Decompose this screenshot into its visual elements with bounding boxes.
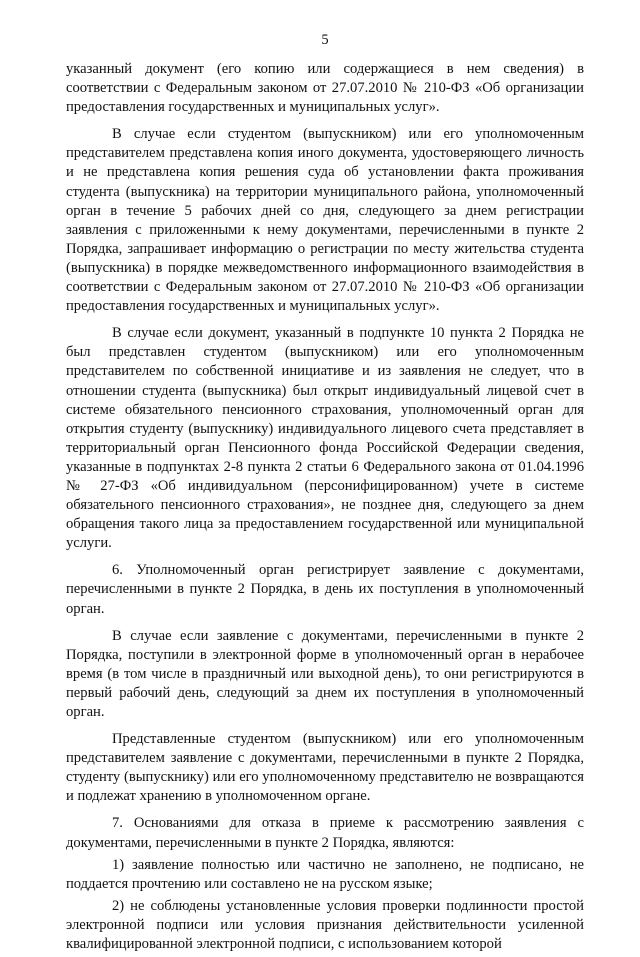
paragraph-electronic-submission: В случае если заявление с документами, перечисленными в пункте 2 Порядка, поступили в электронной форме в уполномоченный орган в нерабочее время (в том числе в праздничный или выходной день), то они регистрируются в первый рабочий день, следующий за днем их поступления в уполномоченный орган.	[66, 627, 584, 720]
paragraph-continuation: указанный документ (его копию или содержащиеся в нем сведения) в соответствии с Федеральным законом от 27.07.2010 № 210-ФЗ «Об организации предоставления государственных и муниципальных услуг».	[66, 61, 584, 116]
paragraph-documents-storage: Представленные студентом (выпускником) или его уполномоченным представителем заявление с документами, перечисленными в пункте 2 Порядка, студенту (выпускнику) или его уполномоченному представителю не возвращаются и подлежат хранению в уполномоченном органе.	[66, 731, 584, 805]
page-number: 5	[321, 32, 329, 48]
paragraph-item-6: 6. Уполномоченный орган регистрирует заявление с документами, перечисленными в пункте 2 Порядка, в день их поступления в уполномоченный орган.	[66, 562, 584, 617]
paragraph-identity-document: В случае если студентом (выпускником) или его уполномоченным представителем представлена копия иного документа, удостоверяющего личность и не представлена копия решения суда об установлении факта проживания студента (выпускника) на территории муниципального района, уполномоченный орган в течение 5 рабочих дней со дня, следующего за днем регистрации заявления с приложенными к нему документами, перечисленными в пункте 2 Порядка, запрашивает информацию о регистрации по месту жительства студента (выпускника) в порядке межведомственного информационного взаимодействия в соответствии с Федеральным законом от 27.07.2010 № 210-ФЗ «Об организации предоставления государственных и муниципальных услуг».	[66, 126, 584, 315]
paragraph-subitem-2: 2) не соблюдены установленные условия проверки подлинности простой электронной подписи или условия признания действительности усиленной квалифицированной электронной подписи, с использованием которой	[66, 897, 584, 953]
paragraph-subitem-1: 1) заявление полностью или частично не заполнено, не подписано, не поддается прочтению или составлено не на русском языке;	[66, 856, 584, 892]
paragraph-item-7: 7. Основаниями для отказа в приеме к рассмотрению заявления с документами, перечисленными в пункте 2 Порядка, являются:	[66, 815, 584, 851]
paragraph-pension-account: В случае если документ, указанный в подпункте 10 пункта 2 Порядка не был представлен студентом (выпускником) или его уполномоченным представителем по собственной инициативе и из заявления не следует, что в отношении студента (выпускника) был открыт индивидуальный лицевой счет в системе обязательного пенсионного страхования, уполномоченный орган для открытия студенту (выпускнику) индивидуального лицевого счета представляет в территориальный орган Пенсионного фонда Российской Федерации сведения, указанные в подпунктах 2-8 пункта 2 статьи 6 Федерального закона от 01.04.1996 № 27-ФЗ «Об индивидуальном (персонифицированном) учете в системе обязательного пенсионного страхования», не позднее дня, следующего за днем обращения такого лица за предоставлением государственной или муниципальной услуги.	[66, 325, 584, 552]
document-page	[66, 30, 584, 957]
